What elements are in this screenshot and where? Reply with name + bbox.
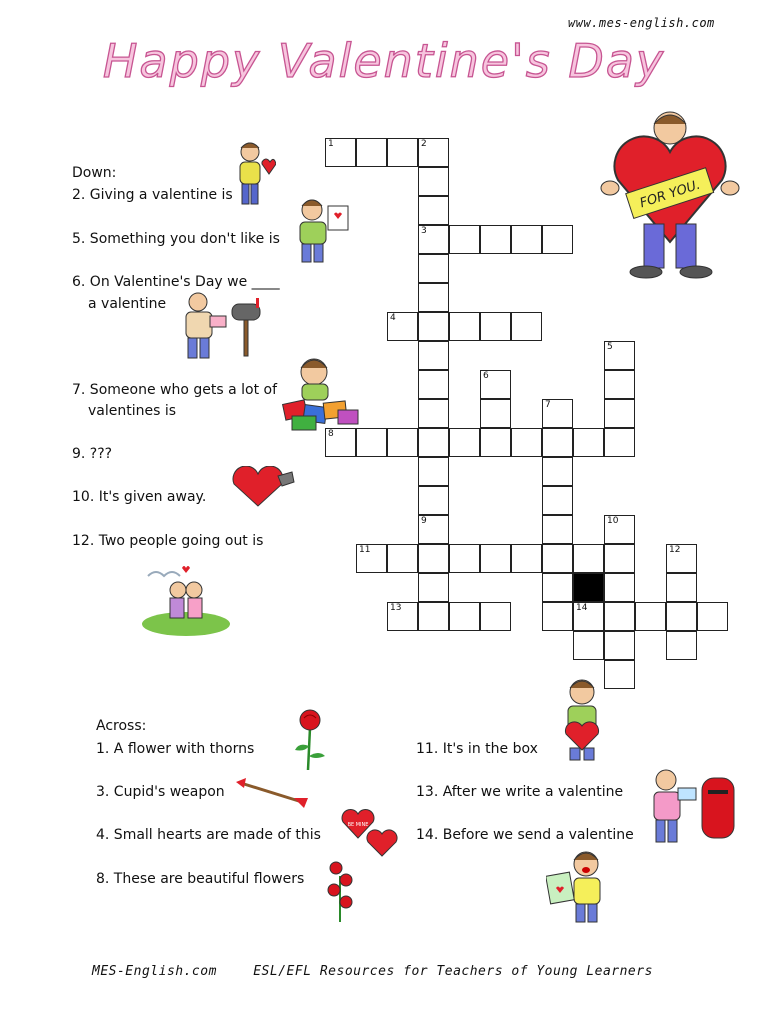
crossword-cell[interactable] [418,370,449,399]
crossword-cell[interactable] [387,138,418,167]
crossword-cell[interactable] [387,602,418,631]
crossword-cell[interactable] [480,225,511,254]
crossword-cell[interactable] [542,428,573,457]
down-clue-10: 10. It's given away. [72,489,207,505]
man-at-mailbox-icon [176,290,272,362]
clue-number: 3 [421,226,427,236]
crossword-cell[interactable] [635,602,666,631]
crossword-cell[interactable] [449,312,480,341]
crossword-cell[interactable] [511,312,542,341]
across-clue-11: 11. It's in the box [416,741,538,757]
crossword-cell[interactable] [542,573,573,602]
crossword-cell[interactable] [480,399,511,428]
crossword-cell[interactable] [418,138,449,167]
crossword-cell[interactable] [511,225,542,254]
down-heading: Down: [72,165,117,181]
crossword-cell[interactable] [418,167,449,196]
crossword-cell[interactable] [480,602,511,631]
boy-with-valentines-pile-icon [278,350,364,436]
clue-number: 9 [421,516,427,526]
crossword-cell[interactable] [573,602,604,631]
crossword-cell[interactable] [449,225,480,254]
crossword-cell[interactable] [542,486,573,515]
clue-number: 1 [328,139,334,149]
clue-number: 12 [669,545,681,555]
crossword-cell[interactable] [418,602,449,631]
down-clue-5: 5. Something you don't like is [72,231,280,247]
crossword-cell[interactable] [604,544,635,573]
crossword-cell[interactable] [418,283,449,312]
clue-number: 7 [545,400,551,410]
across-clue-8: 8. These are beautiful flowers [96,871,305,887]
crossword-cell[interactable] [418,457,449,486]
crossword-cell[interactable] [604,428,635,457]
crossword-cell[interactable] [542,515,573,544]
crossword-cell[interactable] [418,515,449,544]
crossword-cell[interactable] [511,428,542,457]
down-clue-9: 9. ??? [72,446,113,462]
down-clue-7: 7. Someone who gets a lot of [72,382,278,398]
crossword-cell[interactable] [418,486,449,515]
crossword-cell[interactable] [604,515,635,544]
crossword-cell[interactable] [418,312,449,341]
crossword-cell[interactable] [480,544,511,573]
boy-shouting-card-icon [546,848,616,926]
crossword-cell[interactable] [449,544,480,573]
footer-site[interactable]: MES-English.com [92,964,217,979]
clue-number: 14 [576,603,588,613]
crossword-cell[interactable] [449,602,480,631]
clue-number: 2 [421,139,427,149]
clue-number: 4 [390,313,396,323]
clue-number: 10 [607,516,619,526]
crossword-cell[interactable] [573,631,604,660]
crossword-cell[interactable] [418,544,449,573]
crossword-cell[interactable] [418,196,449,225]
crossword-cell[interactable] [418,254,449,283]
roses-bouquet-icon [322,856,358,926]
crossword-cell[interactable] [418,341,449,370]
crossword-cell[interactable] [604,341,635,370]
crossword-cell[interactable] [604,631,635,660]
crossword-cell[interactable] [666,544,697,573]
clue-number: 13 [390,603,402,613]
crossword-cell[interactable] [542,457,573,486]
boy-with-card-icon [290,196,356,270]
page-title: Happy Valentine's Day [102,34,666,88]
crossword-cell[interactable] [604,399,635,428]
across-heading: Across: [96,718,147,734]
across-clue-3: 3. Cupid's weapon [96,784,225,800]
across-clue-14: 14. Before we send a valentine [416,827,634,843]
candy-heart-text: BE MINE [347,822,369,828]
crossword-cell[interactable] [666,573,697,602]
cupid-arrow-icon [234,776,310,810]
man-at-postbox-icon [644,766,744,846]
down-clue-2: 2. Giving a valentine is [72,187,233,203]
down-clue-6-cont: a valentine [88,296,167,312]
crossword-cell[interactable] [325,138,356,167]
crossword-cell[interactable] [356,544,387,573]
crossword-cell[interactable] [604,573,635,602]
crossword-cell[interactable] [480,428,511,457]
red-heart-icon [228,466,298,508]
boy-with-heart-icon [230,140,276,210]
crossword-cell[interactable] [387,312,418,341]
candy-hearts-icon [340,806,402,860]
crossword-cell[interactable] [666,602,697,631]
crossword-cell[interactable] [666,631,697,660]
crossword-cell[interactable] [356,138,387,167]
crossword-cell[interactable] [418,428,449,457]
clue-number: 5 [607,342,613,352]
crossword-cell[interactable] [418,573,449,602]
down-clue-12: 12. Two people going out is [72,533,264,549]
clue-number: 8 [328,429,334,439]
crossword-cell[interactable] [542,225,573,254]
clue-number: 6 [483,371,489,381]
site-url[interactable]: www.mes-english.com [568,16,715,30]
footer [92,964,681,979]
across-clue-1: 1. A flower with thorns [96,741,255,757]
couple-on-bench-icon [138,562,234,638]
crossword-cell[interactable] [418,225,449,254]
crossword-cell[interactable] [542,544,573,573]
down-clue-6: 6. On Valentine's Day we ____ [72,274,280,290]
crossword-cell[interactable] [604,370,635,399]
crossword-cell[interactable] [387,544,418,573]
rose-icon [288,706,332,774]
footer-tagline: ESL/EFL Resources for Teachers of Young Learners [253,964,653,979]
crossword-cell[interactable] [511,544,542,573]
crossword-black-cell [573,573,604,602]
crossword-cell[interactable] [604,602,635,631]
crossword-cell[interactable] [573,428,604,457]
crossword-cell[interactable] [573,544,604,573]
crossword-cell[interactable] [542,602,573,631]
boy-with-candy-box-icon [554,676,616,762]
clue-number: 11 [359,545,371,555]
heart-sign-text: FOR YOU. [638,177,703,212]
crossword-cell[interactable] [418,399,449,428]
crossword-cell[interactable] [387,428,418,457]
crossword-cell[interactable] [542,399,573,428]
crossword-cell[interactable] [697,602,728,631]
crossword-cell[interactable] [480,312,511,341]
crossword-cell[interactable] [449,428,480,457]
across-clue-4: 4. Small hearts are made of this [96,827,321,843]
down-clue-7-cont: valentines is [88,403,177,419]
crossword-cell[interactable] [480,370,511,399]
boy-holding-big-heart-icon [598,106,742,282]
across-clue-13: 13. After we write a valentine [416,784,624,800]
